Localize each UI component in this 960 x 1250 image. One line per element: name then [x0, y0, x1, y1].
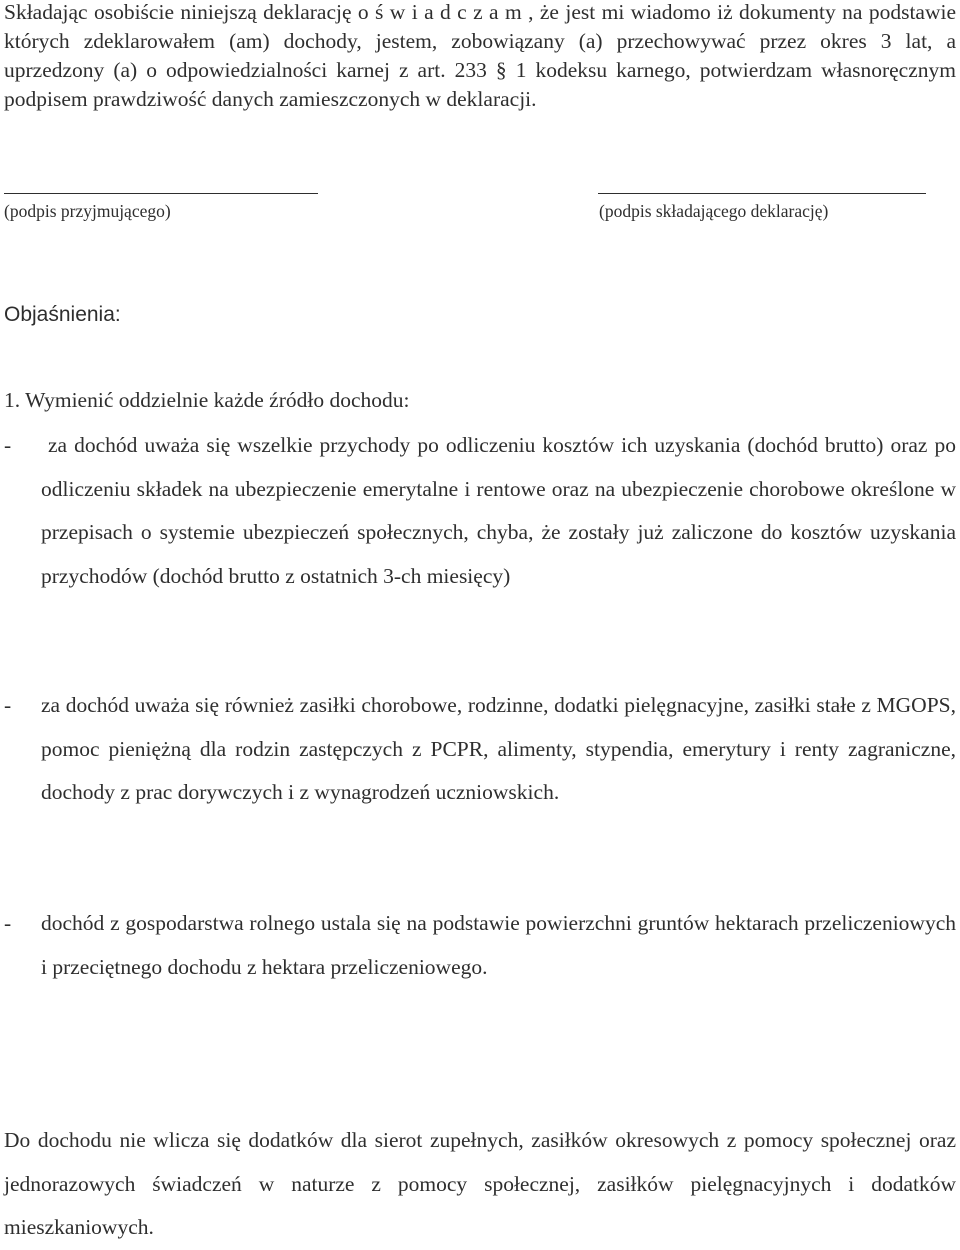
declarant-signature-line: [598, 193, 926, 194]
declaration-paragraph: Składając osobiście niniejszą deklarację o ś w i a d c z a m , że jest mi wiadomo iż dokumenty na podstawie których zdeklarowałem (am) dochody, jestem, zobowiązany (a) przechowywać przez okres 3 lat, a uprzedzony (a) o odpowiedzialności karnej z art. 233 § 1 kodeksu karnego, potwierdzam własnoręcznym podpisem prawdziwość danych zamieszczonych w deklaracji.: [4, 0, 956, 111]
receiver-signature-label: (podpis przyjmującego): [4, 201, 171, 221]
final-note-paragraph: Do dochodu nie wlicza się dodatków dla sierot zupełnych, zasiłków okresowych z pomocy społecznej oraz jednorazowych świadczeń w naturze z pomocy społecznej, zasiłków pielęgnacyjnych i dodatków mieszkaniowych.: [4, 1128, 956, 1239]
explanations-heading: Objaśnienia:: [4, 303, 121, 326]
declarant-signature-label: (podpis składającego deklarację): [599, 201, 829, 221]
explanation-item: [4, 902, 956, 989]
bullet-dash: -: [4, 911, 12, 935]
explanation-item: [4, 684, 956, 815]
explanation-item: [4, 424, 956, 598]
explanation-item-text: za dochód uważa się wszelkie przychody po odliczeniu kosztów ich uzyskania (dochód brutto) oraz po odliczeniu składek na ubezpieczenie emerytalne i rentowe oraz na ubezpieczenie chorobowe określone w przepisach o systemie ubezpieczeń społecznych, chyba, że zostały już zaliczone do kosztów uzyskania przychodów (dochód brutto z ostatnich 3-ch miesięcy): [41, 433, 956, 588]
point-1-heading: 1. Wymienić oddzielnie każde źródło dochodu:: [4, 388, 410, 412]
explanation-item-text: za dochód uważa się również zasiłki chorobowe, rodzinne, dodatki pielęgnacyjne, zasiłki stałe z MGOPS, pomoc pieniężną dla rodzin zastępczych z PCPR, alimenty, stypendia, emerytury i renty zagraniczne, dochody z prac dorywczych i z wynagrodzeń uczniowskich.: [41, 693, 956, 804]
receiver-signature-line: [4, 193, 318, 194]
explanation-item-text: dochód z gospodarstwa rolnego ustala się na podstawie powierzchni gruntów hektarach przeliczeniowych i przeciętnego dochodu z hektara przeliczeniowego.: [41, 911, 956, 979]
bullet-dash: -: [4, 693, 12, 717]
bullet-dash: -: [4, 433, 12, 457]
